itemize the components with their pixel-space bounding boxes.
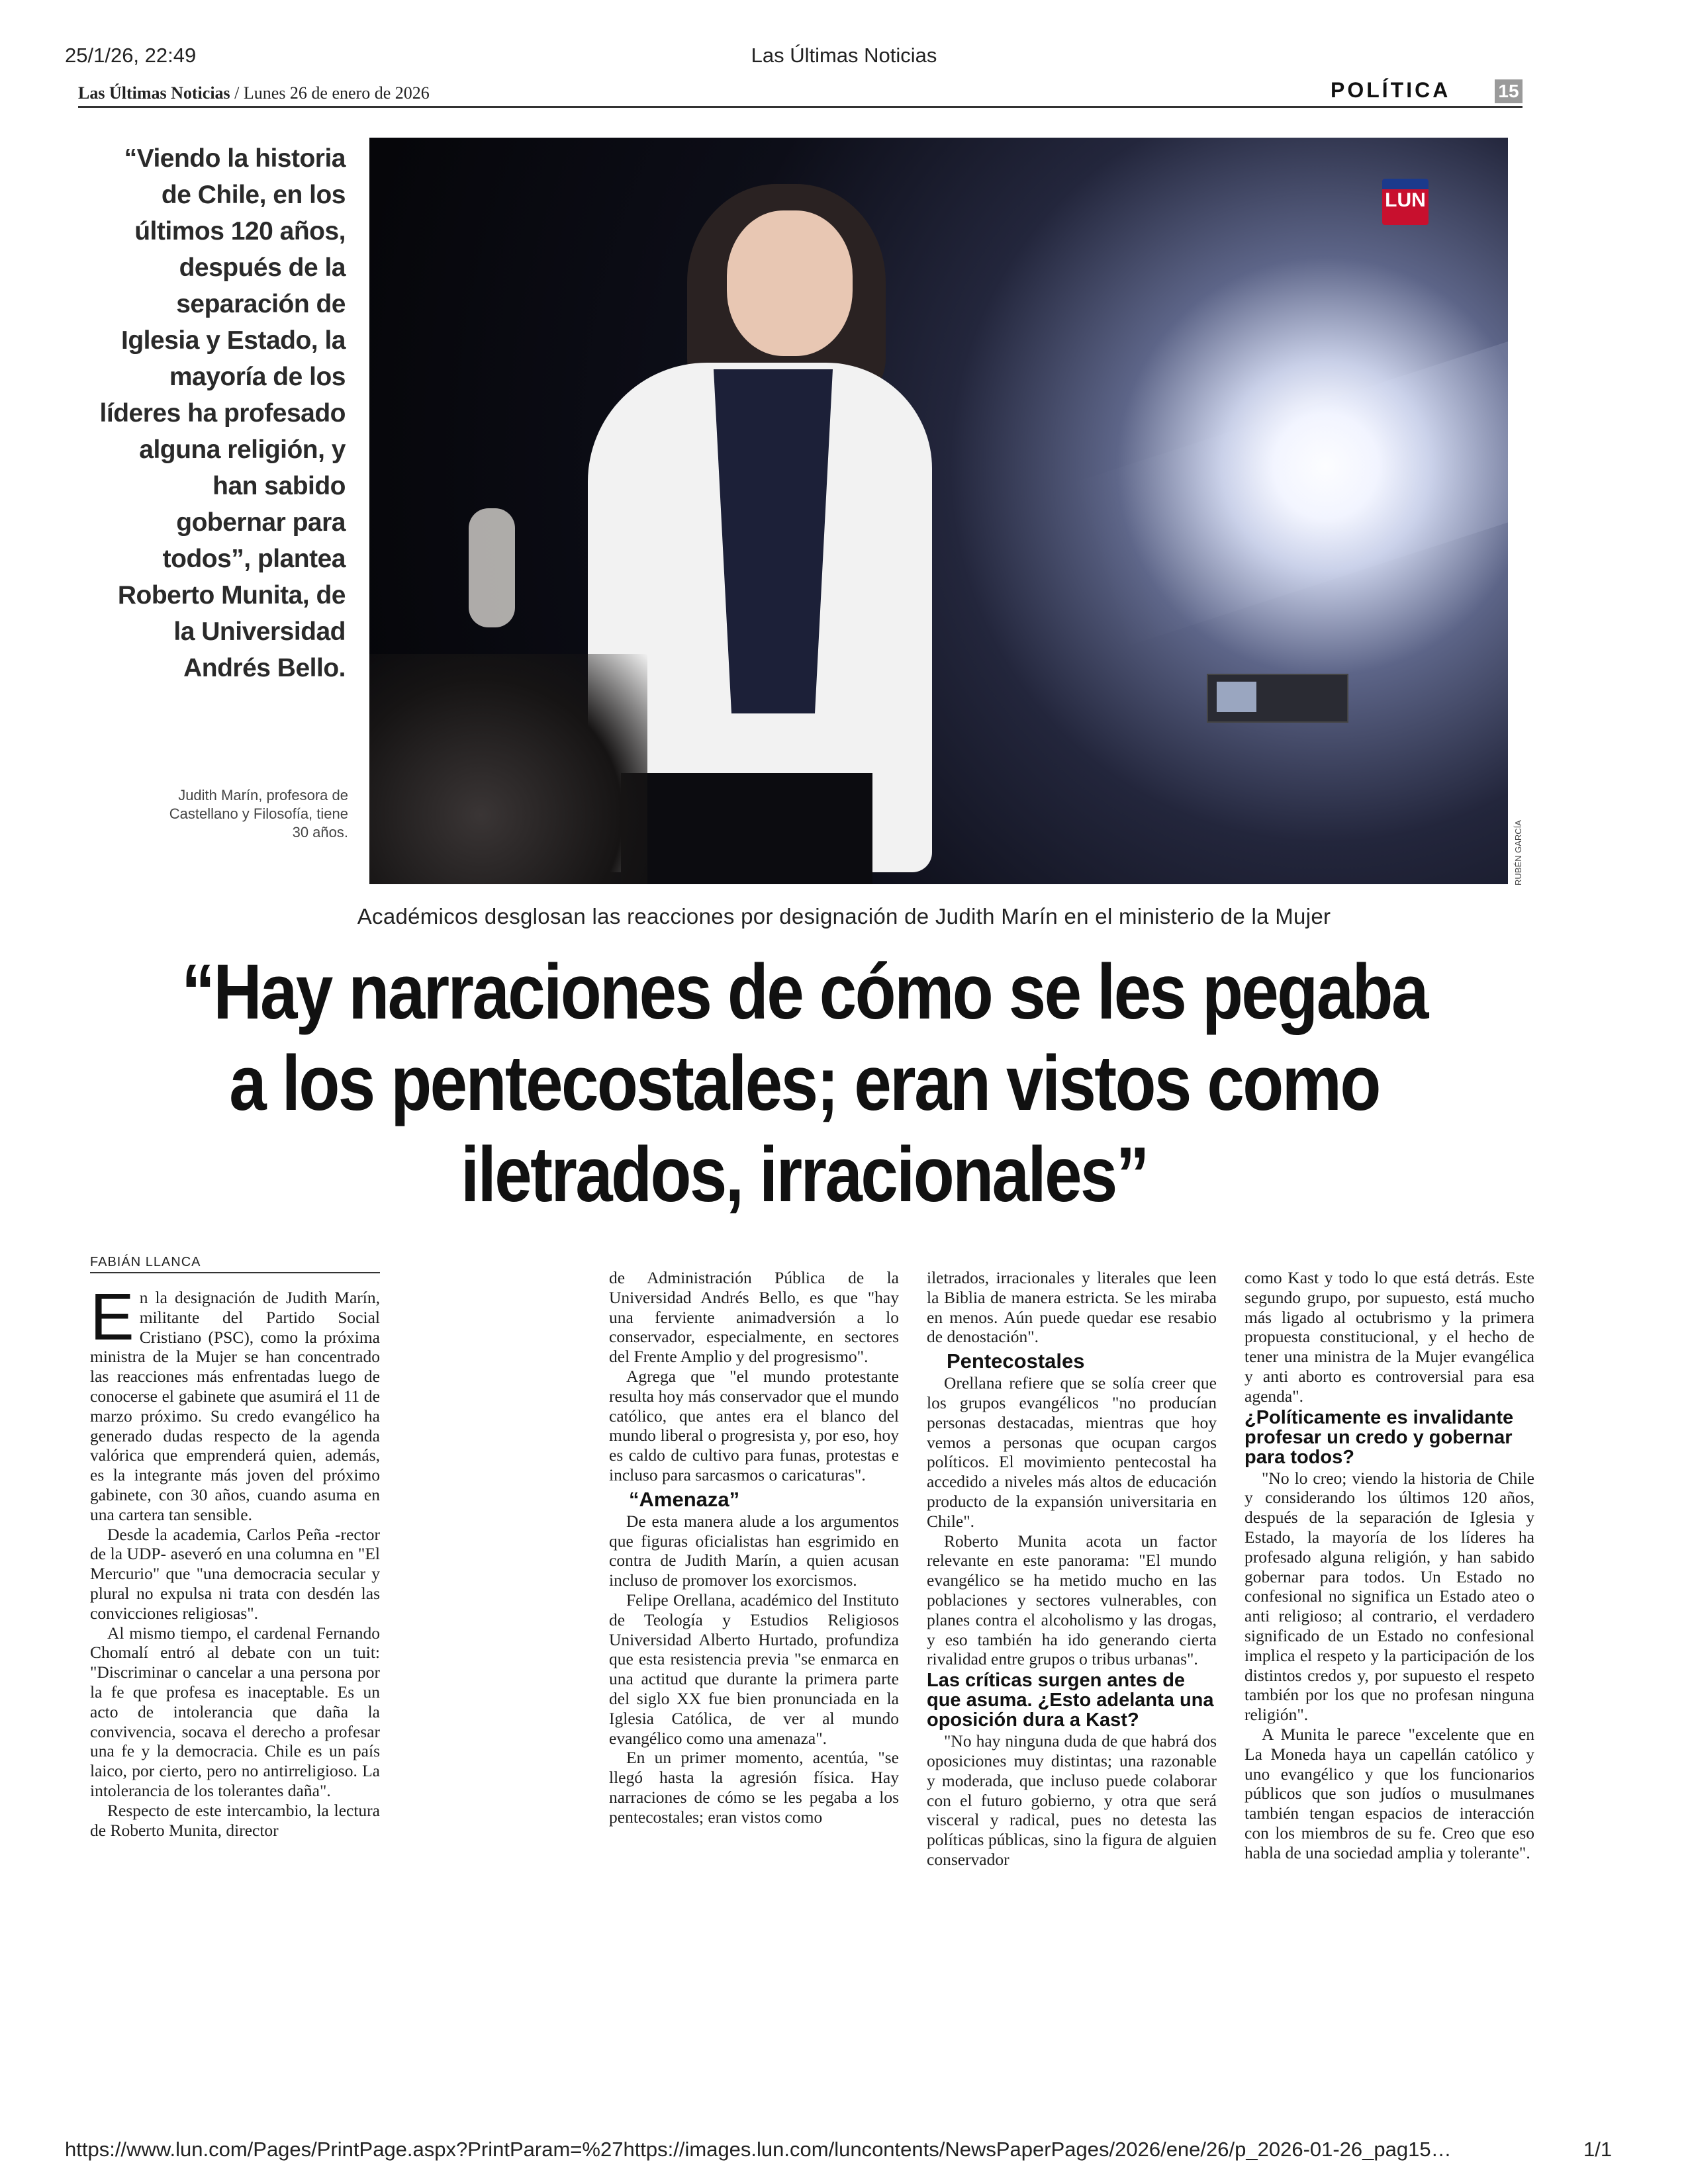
paragraph: de Administración Pública de la Universidad Andrés Bello, es que "hay una ferviente animadversión a lo conservador, especialmente, en sectores del Frente Amplio y del progresismo". [609,1268,899,1367]
paragraph: Al mismo tiempo, el cardenal Fernando Chomalí entró al debate con un tuit: "Discriminar o cancelar a una persona por la fe que profesa es inaceptable. Es un acto de intolerancia que daña la convivencia, socava el derecho a profesar una fe y la democracia. Chile es un país laico, por cierto, pero no antirreligioso. La intolerancia de los tolerantes daña". [90,1623,380,1800]
section-label: POLÍTICA [1331,78,1451,102]
article-column-3 [927,1268,1217,1870]
paper-name: Las Últimas Noticias [78,83,230,103]
article-column-1 [90,1280,380,1840]
byline-rule [90,1272,380,1273]
paragraph: "No hay ninguna duda de que habrá dos oposiciones muy distintas; una razonable y moderada, que incluso puede colaborar con el futuro gobierno, y otra que será visceral y radical, pues no detesta las políticas públicas, sino la figura de alguien conservador [927,1731,1217,1869]
paragraph: como Kast y todo lo que está detrás. Este segundo grupo, por supuesto, está mucho más ligado al octubrismo y la primera propuesta constitucional, y el hecho de tener una ministra de la Mujer evangélica y anti aborto es controversial para esa agenda". [1244,1268,1534,1406]
paragraph: Felipe Orellana, académico del Instituto de Teología y Estudios Religiosos Universidad Alberto Hurtado, profundiza que esta resistencia previa "se enmarca en una actitud que durante la primera parte del siglo XX fue bien pronunciada en la Iglesia Católica, de ver al mundo evangélico como una amenaza". [609,1590,899,1748]
figure-face [727,210,853,356]
figure-blouse [714,369,833,713]
masthead-rule [78,106,1523,108]
headline: “Hay narraciones de cómo se les pegaba a los pentecostales; eran vistos como iletrados, irracionales” [181,948,1427,1218]
paragraph: En la designación de Judith Marín, militante del Partido Social Cristiano (PSC), como la próxima ministra de la Mujer se han concentrado las reacciones más enfrentadas luego de conocerse el gabinete que asumirá el 11 de marzo próximo. Su credo evangélico ha generado dudas respecto de la agenda valórica que emprenderá quien, además, es la integrante más joven del próximo gabinete, con 30 años, cuando asuma en una cartera tan sensible. [90,1280,380,1524]
paragraph: A Munita le parece "excelente que en La Moneda haya un capellán católico y uno evangélico y que los funcionarios públicos que son judíos o musulmanes también tengan espacios de interacción con los miembros de su fe. Creo que eso habla de una sociedad amplia y tolerante". [1244,1724,1534,1862]
subhead-pentecostales: Pentecostales [947,1349,1085,1373]
foreground-blur [369,654,647,884]
figure-trousers [621,773,872,884]
paragraph: Orellana refiere que se solía creer que los grupos evangélicos "no producían personas destacadas, mientras que hoy vemos a personas que ocupan cargos políticos. El movimiento pentecostal ha accedido a niveles más altos de educación producto de la expansión universitaria en Chile". [927,1373,1217,1531]
paragraph: "No lo creo; viendo la historia de Chile y considerando los últimos 120 años, después de la separación de Iglesia y Estado, la mayoría de los líderes ha profesado alguna religión, y han sabido gobernar para todos. Un Estado no confesional no significa un Estado ateo o anti religioso; al contrario, el verdadero significado de un Estado no confesional implica el respeto y la participación de los distintos credos y, por supuesto el respeto también por los que no profesan ninguna religión". [1244,1468,1534,1725]
paragraph: Respecto de este intercambio, la lectura de Roberto Munita, director [90,1800,380,1840]
issue-date: / Lunes 26 de enero de 2026 [234,83,430,103]
stage-device-screen [1217,682,1256,712]
article-column-2 [609,1268,899,1827]
print-url: https://www.lun.com/Pages/PrintPage.aspx?PrintParam=%27https://images.lun.com/luncontents/NewsPaperPages/2026/ene/26/p_2026-01-26_pag15… [65,2138,1452,2161]
paragraph: iletrados, irracionales y literales que leen la Biblia de manera estricta. Se les miraba en menos. Aún puede quedar ese resabio de denostación". [927,1268,1217,1347]
paragraph: Agrega que "el mundo protestante resulta hoy más conservador que el mundo católico, que antes era el blanco del mundo liberal o progresista y, por eso, hoy es caldo de cultivo para funas, protestas e incluso para sarcasmos o caricaturas". [609,1366,899,1484]
question-2: ¿Políticamente es invalidante profesar un credo y gobernar para todos? [1244,1406,1514,1468]
kicker: Académicos desglosan las reacciones por designación de Judith Marín en el ministerio de la Mujer [357,904,1331,929]
article-column-4 [1244,1268,1534,1863]
paragraph: Roberto Munita acota un factor relevante en este panorama: "El mundo evangélico se ha metido mucho en las poblaciones y sectores vulnerables, con planes contra el alcoholismo y las drogas, y eso también ha ido generando cierta rivalidad entre grupos o tribus urbanas". [927,1531,1217,1669]
foreground-hand [469,508,515,627]
print-datetime: 25/1/26, 22:49 [65,44,197,67]
photo-caption: Judith Marín, profesora de Castellano y Filosofía, tiene 30 años. [169,787,348,841]
lun-logo-badge [1382,179,1429,225]
subhead-amenaza: “Amenaza” [629,1487,740,1511]
paragraph: En un primer momento, acentúa, "se llegó hasta la agresión física. Hay narraciones de cómo se les pegaba a los pentecostales; eran vistos como [609,1748,899,1827]
photo-credit: RUBÉN GARCÍA [1513,820,1523,886]
pull-quote: “Viendo la historia de Chile, en los últimos 120 años, después de la separación de Iglesia y Estado, la mayoría de los líderes ha profesado alguna religión, y han sabido gobernar para todos”, plantea Roberto Munita, de la Universidad Andrés Bello. [99,144,346,682]
lun-logo-text: LUN [1385,189,1426,211]
question-1: Las críticas surgen antes de que asuma. ¿Esto adelanta una oposición dura a Kast? [927,1670,1214,1731]
byline: FABIÁN LLANCA [90,1255,201,1269]
masthead [78,83,430,103]
print-page-count: 1/1 [1583,2138,1613,2161]
drop-cap: E [90,1280,134,1354]
page-number: 15 [1495,79,1523,103]
paragraph: Desde la academia, Carlos Peña -rector de la UDP- aseveró en una columna en "El Mercurio" que "una democracia secular y plural no expulsa ni trata con desdén las convicciones religiosas". [90,1524,380,1623]
news-photo [369,138,1508,884]
paragraph: De esta manera alude a los argumentos que figuras oficialistas han esgrimido en contra de Judith Marín, a quien acusan incluso de promover los exorcismos. [609,1511,899,1590]
light-beam [1067,300,1508,648]
print-page-title: Las Últimas Noticias [751,44,937,67]
